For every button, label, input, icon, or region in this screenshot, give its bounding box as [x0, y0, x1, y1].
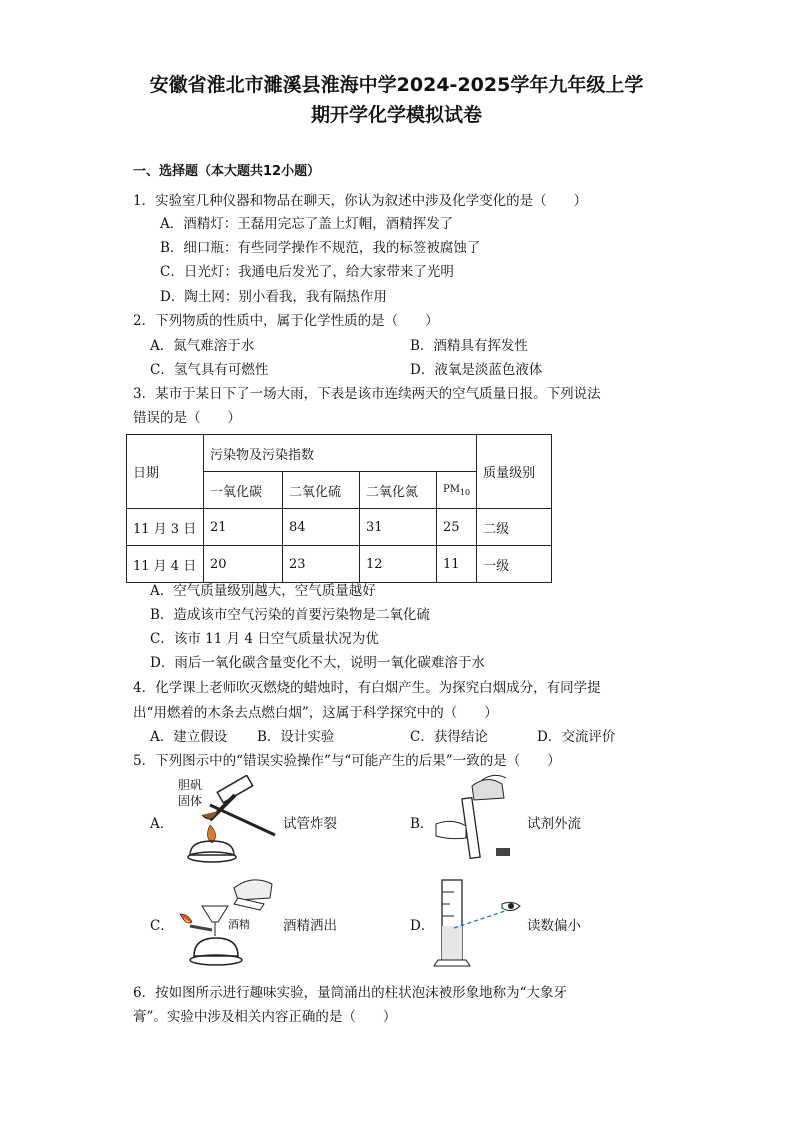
option-d-result: 读数偏小: [527, 918, 581, 934]
question-1-option-a: A．酒精灯：王磊用完忘了盖上灯帽，酒精挥发了: [160, 216, 454, 232]
section-heading: 一、选择题（本大题共12小题）: [133, 164, 321, 179]
question-6-stem-line-2: 膏”。实验中涉及相关内容正确的是（ ）: [133, 1009, 397, 1025]
question-2-option-b: B．酒精具有挥发性: [410, 338, 528, 354]
option-d-letter: D．: [410, 918, 435, 934]
air-quality-table: [126, 434, 552, 583]
table-cell: 二级: [477, 509, 552, 546]
table-col-pm10: $PM_{10}$: [437, 472, 477, 509]
cylinder-reading-illustration: [432, 878, 527, 970]
table-header-quality: 质量级别: [477, 435, 552, 509]
table-cell: 11 月 3 日: [127, 509, 204, 546]
question-5-stem: 5．下列图示中的“错误实验操作”与“可能产生的后果”一致的是（ ）: [133, 753, 561, 769]
table-cell: 20: [204, 546, 283, 583]
table-cell: 12: [360, 546, 437, 583]
question-2-option-d: D．液氧是淡蓝色液体: [410, 362, 543, 378]
question-1-option-b: B．细口瓶：有些同学操作不规范，我的标签被腐蚀了: [160, 240, 481, 256]
option-b-letter: B．: [410, 816, 434, 832]
table-col-so2: 二氧化硫: [283, 472, 360, 509]
question-4-option-a: A．建立假设: [150, 729, 228, 745]
option-c-letter: C．: [150, 918, 174, 934]
question-2-option-c: C．氢气具有可燃性: [150, 362, 269, 378]
adding-alcohol-illustration: [172, 870, 282, 970]
table-header-date: 日期: [127, 435, 204, 509]
question-4-option-c: C．获得结论: [410, 729, 488, 745]
page-title-line-1: 安徽省淮北市濉溪县淮海中学2024-2025学年九年级上学: [149, 74, 644, 96]
table-cell: 31: [360, 509, 437, 546]
table-col-co: 一氧化碳: [204, 472, 283, 509]
question-3-option-b: B．造成该市空气污染的首要污染物是二氧化硫: [150, 607, 430, 623]
table-cell: 21: [204, 509, 283, 546]
table-cell: 84: [283, 509, 360, 546]
heating-test-tube-illustration: [180, 775, 280, 865]
question-1-stem: 1．实验室几种仪器和物品在聊天，你认为叙述中涉及化学变化的是（ ）: [133, 193, 588, 209]
question-1-option-d: D．陶土网：别小看我，我有隔热作用: [160, 289, 387, 305]
option-b-result: 试剂外流: [527, 816, 581, 832]
table-col-no2: 二氧化氮: [360, 472, 437, 509]
table-row: [127, 509, 552, 546]
option-c-result: 酒精洒出: [283, 918, 337, 934]
table-row: [127, 546, 552, 583]
pouring-reagent-illustration: [432, 772, 527, 867]
table-cell: 11 月 4 日: [127, 546, 204, 583]
question-1-option-c: C．日光灯：我通电后发光了，给大家带来了光明: [160, 264, 454, 280]
question-3-stem-line-1: 3．某市于某日下了一场大雨，下表是该市连续两天的空气质量日报。下列说法: [133, 386, 601, 402]
question-4-stem-line-1: 4．化学课上老师吹灭燃烧的蜡烛时，有白烟产生。为探究白烟成分，有同学提: [133, 680, 601, 696]
table-header-pollutants: 污染物及污染指数: [204, 435, 477, 472]
table-cell: 一级: [477, 546, 552, 583]
table-cell: 23: [283, 546, 360, 583]
question-3-option-d: D．雨后一氧化碳含量变化不大，说明一氧化碳难溶于水: [150, 655, 485, 671]
question-3-option-a: A．空气质量级别越大，空气质量越好: [150, 583, 376, 599]
question-6-stem-line-1: 6．按如图所示进行趣味实验，量筒涌出的柱状泡沫被形象地称为“大象牙: [133, 985, 567, 1001]
question-4-stem-line-2: 出“用燃着的木条去点燃白烟”，这属于科学探究中的（ ）: [133, 705, 498, 721]
option-a-solid-label: 胆矾: [178, 778, 203, 792]
question-3-option-c: C．该市 11 月 4 日空气质量状况为优: [150, 631, 379, 647]
question-4-option-d: D．交流评价: [537, 729, 616, 745]
question-2-stem: 2．下列物质的性质中，属于化学性质的是（ ）: [133, 313, 439, 329]
option-a-result: 试管炸裂: [283, 816, 337, 832]
option-c-alcohol-label: 酒精: [228, 918, 250, 931]
option-a-solid-label-2: 固体: [178, 794, 203, 808]
page-title-line-2: 期开学化学模拟试卷: [310, 104, 482, 126]
question-2-option-a: A．氮气难溶于水: [150, 338, 255, 354]
table-cell: 25: [437, 509, 477, 546]
option-a-letter: A．: [150, 816, 174, 832]
table-cell: 11: [437, 546, 477, 583]
question-3-stem-line-2: 错误的是（ ）: [133, 410, 241, 426]
question-4-option-b: B．设计实验: [257, 729, 335, 745]
